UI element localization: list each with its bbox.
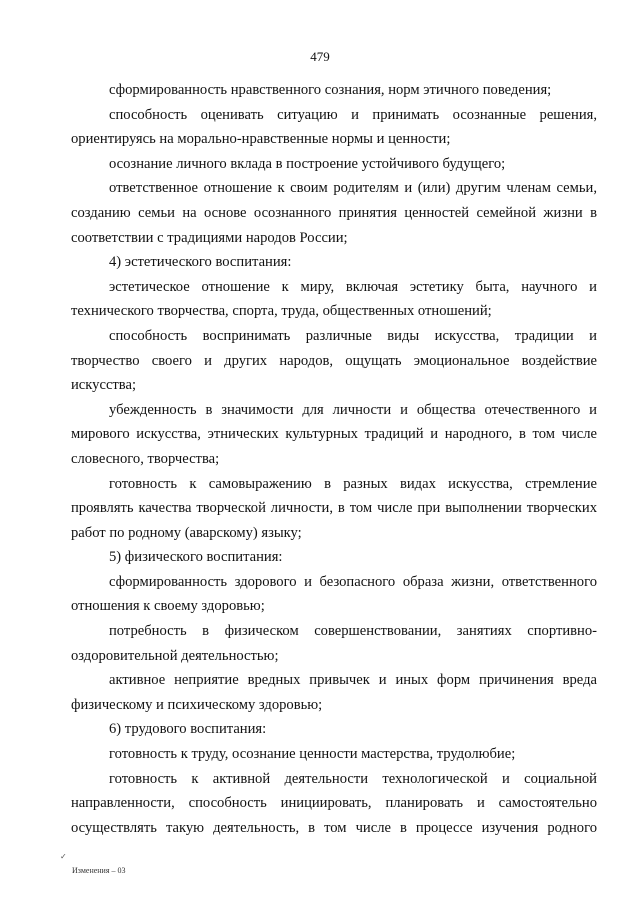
heading-labor-education: 6) трудового воспитания: (109, 721, 267, 738)
paragraph-art-perception: способность воспринимать различные виды искусства, традиции и творчество своего и других народов, ощущать эмоциональное воздействие искусства; (71, 327, 597, 394)
paragraph-moral-consciousness: сформированность нравственного сознания, норм этичного поведения; (109, 82, 552, 98)
page-number: 479 (310, 49, 330, 64)
footer-revision: Изменения – 03 (72, 866, 126, 875)
paragraph-physical-improvement: потребность в физическом совершенствовании, занятиях спортивно-оздоровительной деятельностью; (71, 623, 597, 664)
heading-aesthetic-education: 4) эстетического воспитания: (109, 254, 292, 271)
pen-mark: ✓ (60, 852, 67, 861)
paragraph-family-responsibility: ответственное отношение к своим родителям и (или) другим членам семьи, созданию семьи на основе осознанного принятия ценностей семейной жизни в соответствии с традициями народов России; (71, 180, 597, 246)
paragraph-readiness-to-work: готовность к труду, осознание ценности мастерства, трудолюбие; (109, 746, 516, 763)
paragraph-active-activity: готовность к активной деятельности технологической и социальной направленности, способность инициировать, планировать и самостоятельно осуществлять такую деятельность, в том числе в процессе изучения родного (71, 770, 597, 836)
paragraph-harmful-habits: активное неприятие вредных привычек и иных форм причинения вреда физическому и психическому здоровью; (71, 672, 597, 713)
heading-physical-education: 5) физического воспитания: (109, 549, 283, 566)
paragraph-healthy-lifestyle: сформированность здорового и безопасного образа жизни, ответственного отношения к своему здоровью; (71, 573, 597, 615)
paragraph-aesthetic-attitude: эстетическое отношение к миру, включая эстетику быта, научного и технического творчества, спорта, труда, общественных отношений; (71, 278, 597, 320)
body-text (71, 78, 597, 840)
paragraph-self-expression: готовность к самовыражению в разных видах искусства, стремление проявлять качества творческой личности, в том числе при выполнении творческих работ по родному (аварскому) языку; (71, 475, 597, 541)
paragraph-decision-ability: способность оценивать ситуацию и принимать осознанные решения, ориентируясь на морально-нравственные нормы и ценности; (71, 106, 597, 148)
paragraph-art-significance: убежденность в значимости для личности и общества отечественного и мирового искусства, этнических культурных традиций и народного, в том числе словесного, творчества; (71, 401, 597, 467)
paragraph-sustainable-future: осознание личного вклада в построение устойчивого будущего; (109, 155, 506, 172)
